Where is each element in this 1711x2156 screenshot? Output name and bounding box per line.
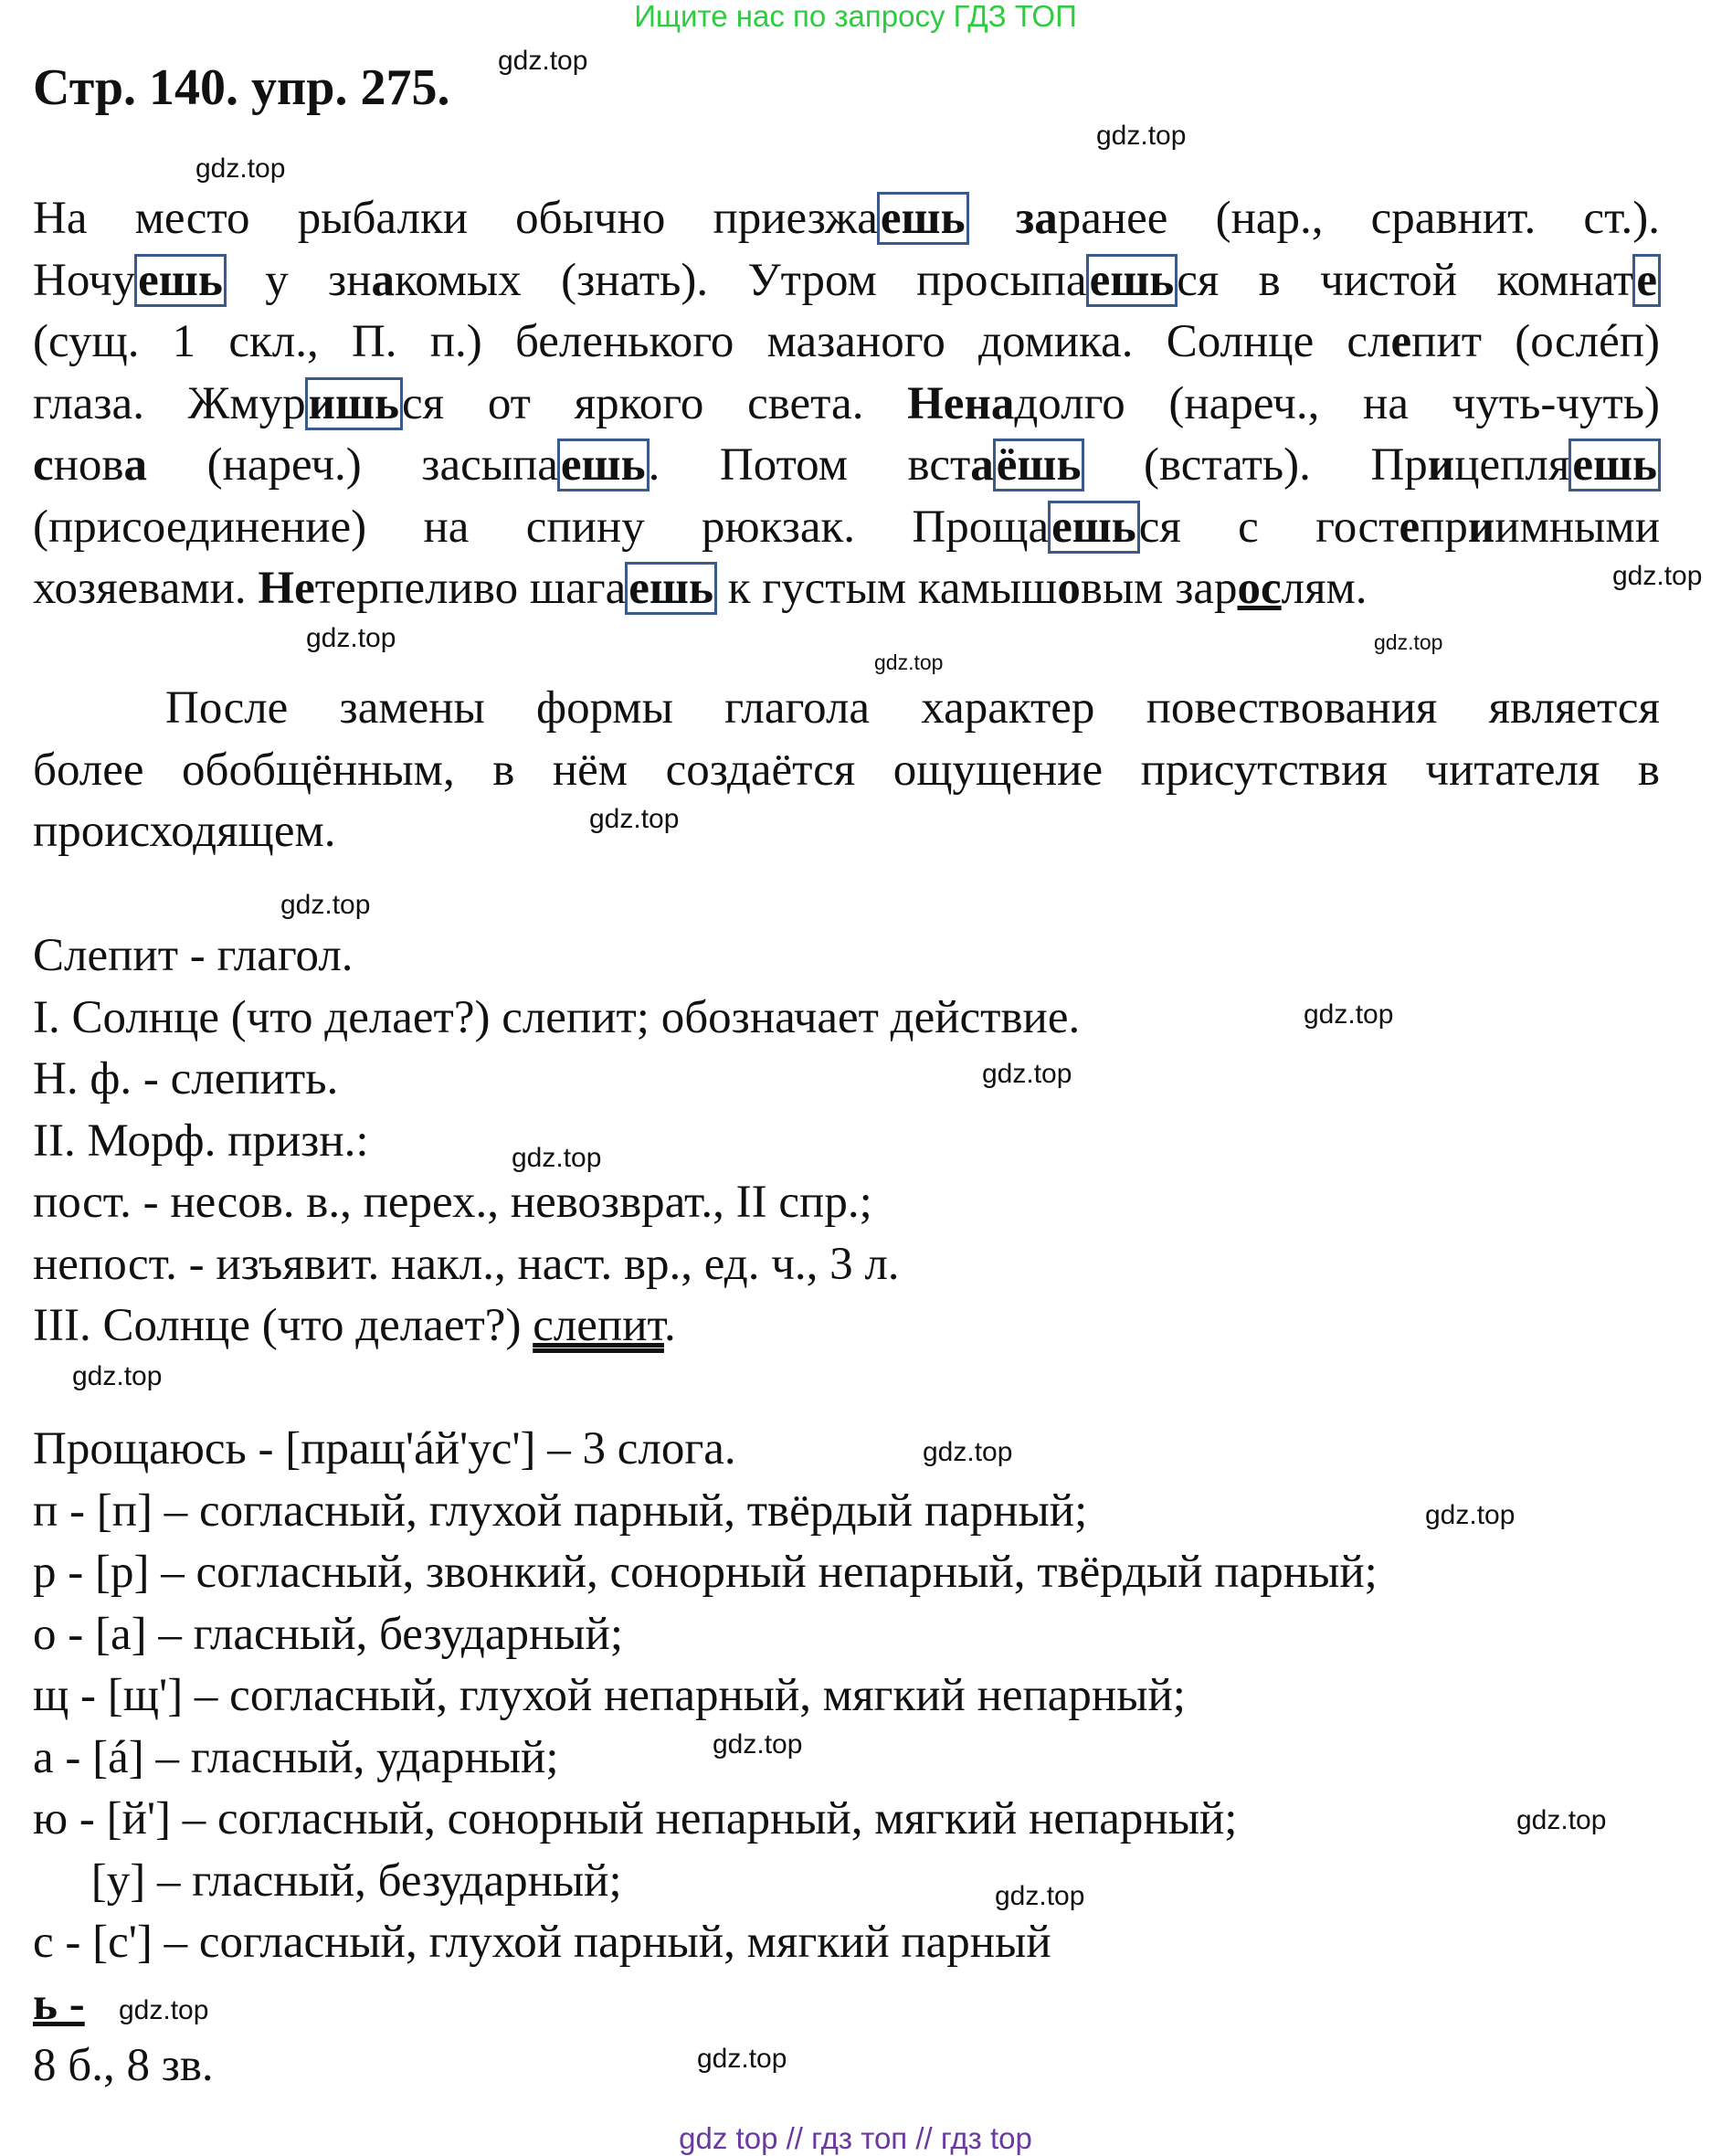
text-segment: Слепит - глагол. bbox=[33, 930, 354, 981]
watermark: gdz.top bbox=[713, 1729, 803, 1760]
text-segment: е bbox=[1390, 316, 1412, 367]
text-segment: пит (ослéп) bbox=[1411, 316, 1660, 367]
text-line bbox=[33, 1234, 900, 1296]
text-line bbox=[33, 188, 1660, 250]
text-segment: и bbox=[1427, 439, 1455, 491]
watermark: gdz.top bbox=[874, 650, 944, 674]
text-segment: Ночу bbox=[33, 254, 136, 306]
text-line bbox=[33, 1912, 1051, 1974]
watermark: gdz.top bbox=[195, 153, 286, 184]
text-line bbox=[33, 435, 1660, 497]
text-segment: цепля bbox=[1454, 439, 1570, 491]
text-segment: а bbox=[371, 254, 395, 306]
text-segment: I. Солнце (что делает?) слепит; обозначает действие. bbox=[33, 991, 1081, 1043]
text-segment: за bbox=[1015, 193, 1058, 244]
text-segment: у зн bbox=[225, 254, 372, 306]
text-line bbox=[33, 558, 1368, 620]
text-segment: е bbox=[1399, 501, 1421, 553]
watermark: gdz.top bbox=[72, 1361, 163, 1391]
text-segment: Н. ф. - слепить. bbox=[33, 1053, 339, 1104]
watermark: gdz.top bbox=[1374, 630, 1443, 654]
text-segment: (нареч.) засыпа bbox=[147, 439, 558, 491]
text-line bbox=[33, 1172, 872, 1234]
text-line bbox=[33, 1604, 623, 1666]
text-segment: и bbox=[1467, 501, 1495, 553]
text-line bbox=[33, 801, 335, 863]
text-line bbox=[33, 740, 1660, 802]
phonetic-analysis bbox=[33, 1419, 1660, 2098]
text-segment: Прощаюсь - [пращ'áй'ус'] – 3 слога. bbox=[33, 1423, 736, 1474]
highlighted-ending: ёшь bbox=[994, 439, 1084, 491]
text-segment: с - [с'] – согласный, глухой парный, мягкий парный bbox=[33, 1917, 1051, 1968]
text-segment: ся в чистой комнат bbox=[1177, 254, 1634, 306]
text-line bbox=[33, 1481, 1087, 1543]
text-segment: Нена bbox=[907, 377, 1015, 429]
text-segment: ь - bbox=[33, 1978, 85, 2030]
watermark: gdz.top bbox=[280, 890, 371, 920]
text-segment: хозяевами. bbox=[33, 563, 259, 614]
text-line bbox=[33, 1974, 85, 2036]
text-segment: пост. - несов. в., перех., невозврат., II спр.; bbox=[33, 1177, 872, 1228]
text-line bbox=[33, 1049, 338, 1111]
text-line bbox=[33, 1665, 1186, 1728]
watermark: gdz.top bbox=[119, 1995, 209, 2025]
text-segment: ю - [й'] – согласный, сонорный непарный, мягкий непарный; bbox=[33, 1793, 1238, 1844]
text-segment: долго (нареч., на чуть-чуть) bbox=[1014, 377, 1660, 429]
text-line bbox=[33, 1728, 559, 1790]
text-segment: терпеливо шага bbox=[314, 563, 627, 614]
conclusion-text bbox=[33, 678, 1660, 863]
text-line bbox=[33, 2035, 214, 2098]
text-line bbox=[33, 1789, 1237, 1851]
text-segment: . Потом вст bbox=[648, 439, 971, 491]
text-line bbox=[33, 312, 1660, 374]
text-segment: После замены формы глагола характер повествования является bbox=[165, 682, 1660, 734]
text-segment: II. Морф. призн.: bbox=[33, 1115, 369, 1167]
highlighted-ending: ешь bbox=[1569, 439, 1660, 491]
text-segment: непост. - изъявит. накл., наст. вр., ед. ч., 3 л. bbox=[33, 1238, 900, 1290]
text-line bbox=[33, 925, 354, 988]
watermark: gdz.top bbox=[697, 2044, 787, 2074]
text-segment: имными bbox=[1494, 501, 1660, 553]
text-segment: (присоединение) на спину рюкзак. Проща bbox=[33, 501, 1050, 553]
text-line bbox=[33, 1851, 622, 1913]
text-line bbox=[33, 1111, 369, 1173]
highlighted-ending: е bbox=[1633, 255, 1660, 306]
text-line bbox=[33, 1419, 736, 1481]
text-segment: вым зар bbox=[1080, 563, 1238, 614]
watermark: gdz.top bbox=[1425, 1500, 1516, 1530]
text-segment: III. Солнце (что делает?) bbox=[33, 1300, 533, 1351]
highlighted-ending: ишь bbox=[306, 378, 402, 429]
text-segment: происходящем. bbox=[33, 806, 336, 857]
text-segment: слепит bbox=[533, 1300, 664, 1351]
text-segment: [у] – гласный, безударный; bbox=[33, 1855, 622, 1907]
text-line bbox=[33, 497, 1660, 559]
text-segment: (встать). Пр bbox=[1083, 439, 1428, 491]
watermark: gdz.top bbox=[1612, 561, 1703, 591]
watermark: gdz.top bbox=[306, 623, 396, 653]
exercise-text bbox=[33, 188, 1660, 620]
morphological-analysis bbox=[33, 925, 1660, 1358]
highlighted-ending: ешь bbox=[135, 255, 226, 306]
text-segment: комых (знать). Утром просыпа bbox=[395, 254, 1087, 306]
text-segment: а - [á] – гласный, ударный; bbox=[33, 1731, 559, 1783]
highlighted-ending: ешь bbox=[1049, 502, 1139, 553]
text-segment: к густым камыш bbox=[715, 563, 1058, 614]
text-segment bbox=[968, 193, 1016, 244]
text-segment: ся с гост bbox=[1138, 501, 1399, 553]
text-line bbox=[33, 678, 1660, 740]
text-segment: щ - [щ'] – согласный, глухой непарный, мягкий непарный; bbox=[33, 1670, 1186, 1721]
footer-links[interactable]: gdz top // гдз топ // гдз top bbox=[679, 2121, 1032, 2155]
watermark: gdz.top bbox=[498, 46, 588, 76]
text-segment: ся от яркого света. bbox=[402, 377, 908, 429]
highlighted-ending: ешь bbox=[878, 193, 968, 244]
watermark: gdz.top bbox=[982, 1059, 1072, 1089]
text-segment: более обобщённым, в нём создаётся ощущение присутствия читателя в bbox=[33, 744, 1660, 796]
text-segment: глаза. Жмур bbox=[33, 377, 306, 429]
text-line bbox=[33, 1542, 1378, 1604]
watermark: gdz.top bbox=[512, 1143, 602, 1173]
watermark: gdz.top bbox=[589, 804, 680, 834]
text-segment: лям. bbox=[1281, 563, 1368, 614]
text-segment: 8 б., 8 зв. bbox=[33, 2040, 214, 2091]
highlighted-ending: ешь bbox=[558, 439, 649, 491]
search-banner[interactable]: Ищите нас по запросу ГДЗ ТОП bbox=[634, 0, 1077, 33]
watermark: gdz.top bbox=[1304, 999, 1394, 1030]
text-segment: На место рыбалки обычно приезжа bbox=[33, 193, 878, 244]
watermark: gdz.top bbox=[1096, 121, 1187, 151]
highlighted-ending: ешь bbox=[626, 563, 716, 614]
watermark: gdz.top bbox=[1516, 1805, 1607, 1835]
text-segment: пр bbox=[1420, 501, 1468, 553]
text-segment: (сущ. 1 скл., П. п.) беленького мазаного домика. Солнце сл bbox=[33, 316, 1391, 367]
highlighted-ending: ешь bbox=[1087, 255, 1178, 306]
text-segment: о - [а] – гласный, безударный; bbox=[33, 1608, 623, 1660]
watermark: gdz.top bbox=[995, 1881, 1085, 1911]
text-line bbox=[33, 374, 1660, 436]
text-line bbox=[33, 988, 1080, 1050]
text-segment: о bbox=[1057, 563, 1081, 614]
text-segment: Не bbox=[258, 563, 315, 614]
watermark: gdz.top bbox=[923, 1437, 1013, 1467]
text-segment: а bbox=[970, 439, 994, 491]
text-segment: п - [п] – согласный, глухой парный, твёрдый парный; bbox=[33, 1485, 1088, 1537]
text-segment: ранее (нар., сравнит. ст.). bbox=[1057, 193, 1661, 244]
text-segment: с bbox=[33, 439, 54, 491]
text-line bbox=[33, 1295, 676, 1358]
page-title: Стр. 140. упр. 275. bbox=[33, 59, 450, 116]
text-segment: нов bbox=[53, 439, 124, 491]
text-segment: ос bbox=[1237, 563, 1282, 614]
text-segment: . bbox=[663, 1300, 676, 1351]
text-segment: а bbox=[123, 439, 148, 491]
text-line bbox=[33, 250, 1660, 312]
text-segment: р - [р] – согласный, звонкий, сонорный непарный, твёрдый парный; bbox=[33, 1547, 1378, 1598]
